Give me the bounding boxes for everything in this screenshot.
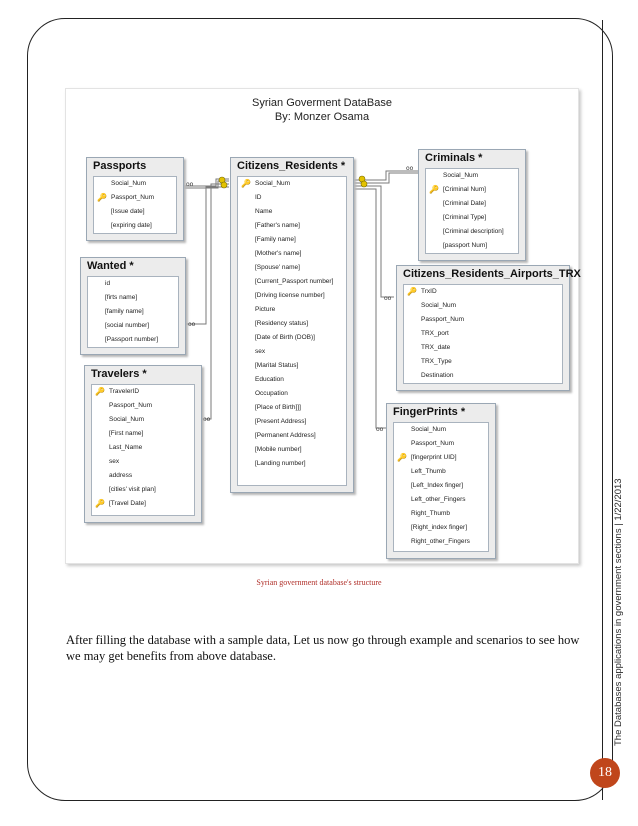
column-row (92, 455, 194, 469)
column-label: TrxID (421, 288, 437, 295)
column-label: [expiring date] (111, 222, 152, 229)
column-label: Passport_Num (421, 316, 464, 323)
table-columns (237, 176, 347, 486)
column-row (394, 423, 488, 437)
page-number: 18 (598, 765, 612, 780)
column-row (394, 465, 488, 479)
key-icon: 🔑 (407, 287, 417, 296)
column-label: [fingerprint UID] (411, 454, 457, 461)
column-row (404, 355, 562, 369)
column-label: [Left_Index finger] (411, 482, 464, 489)
body-paragraph: After filling the database with a sample data, Let us now go through example and scenarios to see how we may get benefits from above database. (66, 633, 580, 663)
column-row (238, 261, 346, 275)
column-label: [firts name] (105, 294, 138, 301)
table-title: FingerPrints * (393, 406, 466, 418)
table-columns (425, 168, 519, 254)
table-columns (403, 284, 563, 384)
column-row (238, 457, 346, 471)
column-label: [Marital Status] (255, 362, 299, 369)
column-label: [Mother's name] (255, 250, 302, 257)
column-label: Passport_Num (111, 194, 154, 201)
column-row (238, 177, 346, 191)
column-label: [Criminal Type] (443, 214, 487, 221)
column-row (88, 319, 178, 333)
column-label: [Place of Birth]]] (255, 404, 301, 411)
svg-text:oo: oo (203, 416, 211, 423)
column-label: [Driving license number] (255, 292, 325, 299)
column-row (394, 535, 488, 549)
column-label: Education (255, 376, 284, 383)
column-row (238, 359, 346, 373)
table-citizens-residents (230, 157, 354, 493)
column-row (92, 427, 194, 441)
table-title: Passports (93, 160, 147, 172)
column-row (238, 415, 346, 429)
column-row (426, 239, 518, 253)
table-title: Citizens_Residents_Airports_TRX (403, 268, 581, 280)
column-row (238, 205, 346, 219)
column-row (404, 313, 562, 327)
side-rule (602, 20, 603, 800)
table-travelers (84, 365, 202, 523)
table-title: Travelers * (91, 368, 147, 380)
column-label: address (109, 472, 133, 479)
column-label: Occupation (255, 390, 288, 397)
column-row (426, 169, 518, 183)
table-columns (91, 384, 195, 516)
column-row (394, 437, 488, 451)
column-row (404, 369, 562, 383)
column-label: Name (255, 208, 273, 215)
svg-text:oo: oo (406, 165, 414, 172)
column-label: Social_Num (411, 426, 447, 433)
key-icon: 🔑 (429, 185, 439, 194)
column-row (88, 333, 178, 347)
column-label: [Landing number] (255, 460, 306, 467)
column-label: Social_Num (109, 416, 145, 423)
column-label: [Family name] (255, 236, 296, 243)
column-row (238, 233, 346, 247)
column-label: [Date of Birth (DOB)] (255, 334, 315, 341)
svg-text:oo: oo (186, 181, 194, 188)
column-row (426, 183, 518, 197)
column-row (238, 289, 346, 303)
column-label: Social_Num (421, 302, 457, 309)
column-label: [Travel Date] (109, 500, 146, 507)
table-passports (86, 157, 184, 241)
column-label: TravelerID (109, 388, 140, 395)
column-label: TRX_port (421, 330, 449, 337)
column-row (238, 429, 346, 443)
column-label: sex (255, 348, 266, 355)
column-row (92, 413, 194, 427)
column-row (238, 275, 346, 289)
column-label: [Permanent Address] (255, 432, 316, 439)
column-row (404, 285, 562, 299)
column-row (394, 493, 488, 507)
column-row (88, 291, 178, 305)
column-row (426, 225, 518, 239)
column-row (92, 483, 194, 497)
column-label: TRX_Type (421, 358, 452, 365)
column-label: id (105, 280, 111, 287)
column-row (238, 443, 346, 457)
svg-text:oo: oo (376, 426, 384, 433)
column-label: [social number] (105, 322, 150, 329)
column-row (92, 469, 194, 483)
column-row (238, 345, 346, 359)
column-label: [Mobile number] (255, 446, 302, 453)
svg-text:oo: oo (384, 295, 392, 302)
column-row (404, 327, 562, 341)
table-columns (93, 176, 177, 234)
key-icon: 🔑 (95, 387, 105, 396)
table-title: Citizens_Residents * (237, 160, 346, 172)
column-label: [Criminal description] (443, 228, 504, 235)
column-row (238, 317, 346, 331)
column-row (238, 373, 346, 387)
column-label: Right_other_Fingers (411, 538, 470, 545)
column-label: Social_Num (111, 180, 147, 187)
column-label: Destination (421, 372, 454, 379)
column-label: [Current_Passport number] (255, 278, 334, 285)
column-label: Left_Thumb (411, 468, 446, 475)
column-row (92, 385, 194, 399)
column-row (94, 219, 176, 233)
key-icon: 🔑 (241, 179, 251, 188)
column-label: [Criminal Date] (443, 200, 486, 207)
column-label: [Spouse' name] (255, 264, 300, 271)
key-icon: 🔑 (95, 499, 105, 508)
table-title: Wanted * (87, 260, 134, 272)
column-label: [family name] (105, 308, 144, 315)
column-row (92, 497, 194, 511)
key-icon: 🔑 (397, 453, 407, 462)
column-row (88, 277, 178, 291)
column-label: [passport Num] (443, 242, 488, 249)
column-label: [Passport number] (105, 336, 159, 343)
table-fingerprints (386, 403, 496, 559)
column-label: TRX_date (421, 344, 451, 351)
column-row (394, 507, 488, 521)
column-label: Social_Num (255, 180, 291, 187)
column-label: Picture (255, 306, 276, 313)
column-row (238, 331, 346, 345)
column-label: Right_Thumb (411, 510, 451, 517)
column-label: Last_Name (109, 444, 143, 451)
column-row (238, 303, 346, 317)
column-label: [Right_index finger] (411, 524, 468, 531)
column-label: [First name] (109, 430, 144, 437)
column-label: [cities' visit plan] (109, 486, 156, 493)
column-row (426, 211, 518, 225)
column-row (238, 219, 346, 233)
key-icon: 🔑 (97, 193, 107, 202)
column-label: [Criminal Num] (443, 186, 486, 193)
column-row (394, 521, 488, 535)
column-row (92, 441, 194, 455)
column-label: Passport_Num (109, 402, 152, 409)
diagram-title: Syrian Goverment DataBase (251, 97, 392, 109)
table-title: Criminals * (425, 152, 483, 164)
column-label: sex (109, 458, 120, 465)
table-columns (393, 422, 489, 552)
column-row (238, 401, 346, 415)
column-label: [Present Address] (255, 418, 307, 425)
side-caption: The Databases applications in government sections | 1/22/2013 (613, 478, 624, 746)
column-row (94, 191, 176, 205)
column-row (404, 299, 562, 313)
column-row (94, 205, 176, 219)
column-row (394, 451, 488, 465)
svg-text:oo: oo (188, 321, 196, 328)
figure-caption: Syrian government database's structure (256, 578, 382, 587)
table-wanted (80, 257, 186, 355)
diagram-author: By: Monzer Osama (274, 111, 370, 123)
column-row (394, 479, 488, 493)
column-row (238, 247, 346, 261)
column-label: [Father's name] (255, 222, 300, 229)
column-row (426, 197, 518, 211)
column-label: ID (255, 194, 262, 201)
column-row (88, 305, 178, 319)
table-criminals (418, 149, 526, 261)
column-row (94, 177, 176, 191)
column-row (238, 191, 346, 205)
column-label: Social_Num (443, 172, 479, 179)
column-row (92, 399, 194, 413)
column-row (238, 387, 346, 401)
table-citizens-residents-airports-trx (396, 265, 581, 391)
column-label: Left_other_Fingers (411, 496, 466, 503)
database-diagram (65, 88, 579, 564)
column-row (404, 341, 562, 355)
table-columns (87, 276, 179, 348)
column-label: [Issue date] (111, 208, 145, 215)
column-label: [Residency status] (255, 320, 309, 327)
column-label: Passport_Num (411, 440, 454, 447)
